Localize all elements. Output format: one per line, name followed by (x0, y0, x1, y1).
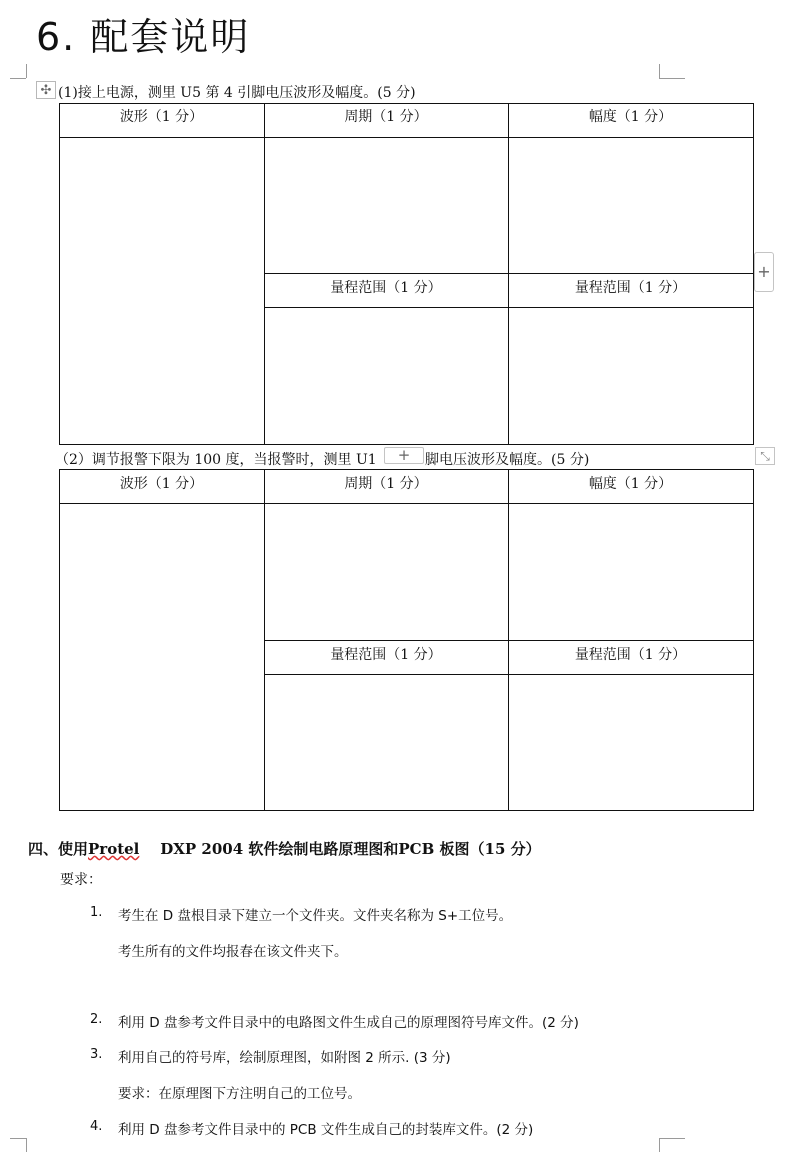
t2-cell-range-1[interactable] (266, 676, 507, 809)
item-3-number: 3. (90, 1047, 103, 1062)
t1-line-mid1 (264, 103, 265, 445)
t2-cell-amplitude[interactable] (510, 505, 752, 639)
t1-range-label-1: 量程范围（1 分） (330, 280, 442, 296)
t1-header-period: 周期（1 分） (344, 109, 428, 125)
item-3-line-2: 要求：在原理图下方注明自己的工位号。 (118, 1086, 361, 1102)
add-column-button[interactable]: + (754, 252, 774, 292)
section-4-prefix: 四、使用 (28, 840, 89, 858)
t1-cell-period[interactable] (266, 139, 507, 272)
t2-line-mid2 (508, 469, 509, 811)
section-4-heading (28, 838, 541, 859)
t2-line-range-bottom (264, 674, 754, 675)
corner-mark-bottom-left-h (10, 1138, 26, 1139)
t1-header-waveform: 波形（1 分） (119, 109, 204, 125)
item-2-line-1: 利用 D 盘参考文件目录中的电路图文件生成自己的原理图符号库文件。(2 分) (118, 1015, 579, 1031)
t2-line-right (753, 469, 754, 811)
t1-line-header-bottom (59, 137, 754, 138)
corner-mark-bottom-left-v (26, 1138, 27, 1152)
item-1-line-2: 考生所有的文件均报春在该文件夹下。 (118, 944, 348, 960)
t1-line-range-bottom (264, 307, 754, 308)
page-heading: 6. 配套说明 (36, 15, 251, 59)
item-3-line-1: 利用自己的符号库，绘制原理图，如附图 2 所示. (3 分) (118, 1050, 451, 1066)
t2-line-range-top (264, 640, 754, 641)
t1-header-amplitude: 幅度（1 分） (588, 109, 673, 125)
t1-range-label-2: 量程范围（1 分） (574, 280, 687, 296)
t2-header-amplitude: 幅度（1 分） (588, 476, 673, 492)
item-4-number: 4. (90, 1119, 103, 1134)
add-row-button[interactable]: + (384, 447, 424, 464)
t2-line-top (59, 469, 754, 470)
question-1-text (58, 82, 416, 102)
t2-range-label-1: 量程范围（1 分） (330, 647, 442, 663)
item-2-number: 2. (90, 1012, 103, 1027)
t1-line-bottom (59, 444, 754, 445)
t1-cell-amplitude[interactable] (510, 139, 752, 272)
corner-mark-top-right-v (659, 64, 660, 78)
t2-range-label-2: 量程范围（1 分） (574, 647, 687, 663)
t2-line-header-bottom (59, 503, 754, 504)
item-1-number: 1. (90, 905, 103, 920)
section-4-rest: DXP 2004 软件绘制电路原理图和PCB 板图（15 分） (160, 840, 541, 858)
corner-mark-top-left-v (26, 64, 27, 78)
t1-line-range-top (264, 273, 754, 274)
t2-header-period: 周期（1 分） (344, 476, 428, 492)
t2-line-left (59, 469, 60, 811)
t2-line-bottom (59, 810, 754, 811)
t2-cell-waveform[interactable] (61, 505, 263, 809)
corner-mark-top-left-h (10, 78, 26, 79)
t1-line-left (59, 103, 60, 445)
table-resize-handle-icon[interactable]: ⤡ (755, 447, 775, 465)
item-4-line-1: 利用 D 盘参考文件目录中的 PCB 文件生成自己的封装库文件。(2 分) (118, 1122, 534, 1138)
t1-cell-range-2[interactable] (510, 309, 752, 443)
t2-cell-range-2[interactable] (510, 676, 752, 809)
t1-line-mid2 (508, 103, 509, 445)
t2-header-waveform: 波形（1 分） (119, 476, 204, 492)
t1-cell-waveform[interactable] (61, 139, 263, 443)
question-2-text-a: （2）调节报警下限为 100 度，当报警时，测里 U1 (55, 452, 377, 468)
item-1-line-1: 考生在 D 盘根目录下建立一个文件夹。文件夹名称为 S+工位号。 (118, 908, 513, 924)
t2-cell-period[interactable] (266, 505, 507, 639)
t1-cell-range-1[interactable] (266, 309, 507, 443)
question-2-text-b: 脚电压波形及幅度。(5 分) (425, 452, 590, 468)
corner-mark-top-right-h (659, 78, 685, 79)
t1-line-top (59, 103, 754, 104)
question-1-prefix: (1) (58, 85, 78, 101)
question-1-body: 接上电源，测里 U5 第 4 引脚电压波形及幅度。(5 分) (77, 85, 416, 101)
t2-line-mid1 (264, 469, 265, 811)
corner-mark-bottom-right-v (659, 1138, 660, 1152)
table-move-handle-icon[interactable]: ✣ (36, 81, 56, 99)
section-4-brand: Protel (88, 840, 140, 858)
corner-mark-bottom-right-h (659, 1138, 685, 1139)
requirements-label: 要求： (60, 872, 102, 888)
